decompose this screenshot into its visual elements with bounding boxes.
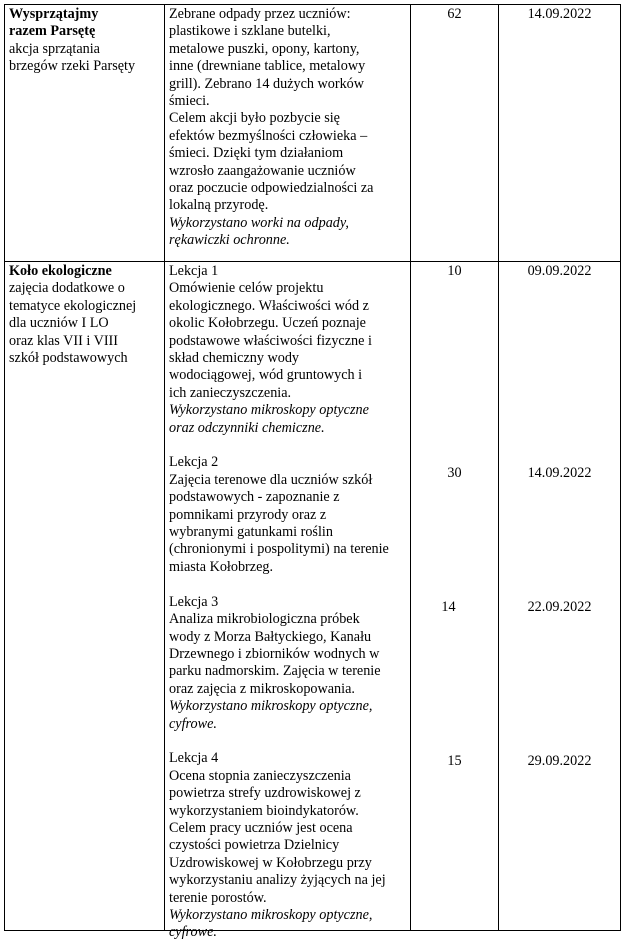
description-line: Celem pracy uczniów jest ocena — [169, 819, 353, 836]
table-row — [5, 262, 621, 931]
activity-name-cell — [5, 5, 165, 262]
lesson-heading: Lekcja 1 — [169, 263, 219, 279]
activity-description-cell — [165, 5, 411, 262]
activity-subtitle-line: dla uczniów I LO — [9, 315, 109, 332]
description-line: ekologicznego. Właściwości wód z — [169, 297, 369, 314]
spacer — [169, 437, 406, 454]
description-line: wzrosło zaangażowanie uczniów — [169, 162, 356, 179]
materials-line: cyfrowe. — [169, 715, 217, 732]
description-line: wykorzystaniem bioindykatorów. — [169, 802, 359, 819]
description-line: skład chemiczny wody — [169, 350, 300, 367]
activity-date: 14.09.2022 — [527, 465, 592, 481]
description-line: podstawowych - zapoznanie z — [169, 489, 340, 506]
materials-line: Wykorzystano mikroskopy optyczne, — [169, 906, 373, 923]
activities-table — [4, 4, 621, 941]
description-line: Celem akcji było pozbycie się — [169, 110, 340, 127]
description-line: śmieci. Dzięki tym działaniom — [169, 145, 344, 162]
description-line: Uzdrowiskowej w Kołobrzegu przy — [169, 854, 372, 871]
activity-subtitle-line: akcja sprzątania — [9, 40, 100, 57]
participants-count: 15 — [447, 753, 462, 769]
description-line: grill). Zebrano 14 dużych worków — [169, 75, 365, 92]
description-line: plastikowe i szklane butelki, — [169, 23, 331, 40]
activity-title-line: Koło ekologiczne — [9, 263, 112, 279]
participants-count: 10 — [447, 263, 462, 279]
activity-date: 29.09.2022 — [527, 753, 592, 769]
spacer — [169, 576, 406, 593]
description-line: efektów bezmyślności człowieka – — [169, 127, 368, 144]
participants-count: 62 — [447, 6, 462, 22]
description-line: powietrza strefy uzdrowiskowej z — [169, 785, 361, 802]
description-line: wodociągowej, wód gruntowych i — [169, 367, 363, 384]
description-line: pomnikami przyrody oraz z — [169, 506, 327, 523]
description-line: Ocena stopnia zanieczyszczenia — [169, 767, 351, 784]
description-line: wody z Morza Bałtyckiego, Kanału — [169, 628, 372, 645]
description-line: oraz zajęcia z mikroskopowania. — [169, 680, 355, 697]
lesson-heading: Lekcja 3 — [169, 593, 219, 610]
description-line: okolic Kołobrzegu. Uczeń poznaje — [169, 315, 366, 332]
description-line: Omówienie celów projektu — [169, 280, 324, 297]
participants-count: 14 — [441, 599, 456, 615]
activity-description-cell — [165, 262, 411, 941]
activity-subtitle-line: oraz klas VII i VIII — [9, 332, 118, 349]
description-line: Drzewnego i zbiorników wodnych w — [169, 645, 380, 662]
description-line: lokalną przyrodę. — [169, 197, 269, 214]
description-line: (chronionymi i pospolitymi) na terenie — [169, 541, 389, 558]
materials-line: rękawiczki ochronne. — [169, 232, 290, 249]
description-line: Analiza mikrobiologiczna próbek — [169, 611, 360, 628]
participants-count-cell — [411, 262, 499, 931]
description-line: ich zanieczyszczenia. — [169, 384, 292, 401]
spacer — [169, 733, 406, 750]
materials-line: Wykorzystano mikroskopy optyczne — [169, 402, 369, 419]
activity-subtitle-line: tematyce ekologicznej — [9, 297, 137, 314]
materials-line: oraz odczynniki chemiczne. — [169, 419, 325, 436]
activity-subtitle-line: szkół podstawowych — [9, 350, 128, 367]
materials-line: cyfrowe. — [169, 924, 217, 941]
description-line: wykorzystaniu analizy żyjących na jej — [169, 872, 386, 889]
participants-count: 30 — [447, 465, 462, 481]
table-row — [5, 5, 621, 262]
description-line: miasta Kołobrzeg. — [169, 558, 274, 575]
activity-date: 22.09.2022 — [527, 599, 592, 615]
description-line: Zebrane odpady przez uczniów: — [169, 6, 351, 22]
activity-title-line: Wysprzątajmy — [9, 6, 99, 22]
description-line: inne (drewniane tablice, metalowy — [169, 58, 366, 75]
description-line: wybranymi gatunkami roślin — [169, 524, 333, 541]
description-line: czystości powietrza Dzielnicy — [169, 837, 340, 854]
description-line: śmieci. — [169, 93, 210, 110]
materials-line: Wykorzystano worki na odpady, — [169, 214, 349, 231]
description-line: terenie porostów. — [169, 889, 267, 906]
activity-subtitle-line: brzegów rzeki Parsęty — [9, 58, 136, 75]
activity-date: 14.09.2022 — [527, 6, 592, 22]
date-cell — [499, 5, 621, 262]
date-cell — [499, 262, 621, 931]
activity-subtitle-line: zajęcia dodatkowe o — [9, 280, 125, 297]
description-line: Zajęcia terenowe dla uczniów szkół — [169, 471, 373, 488]
activity-name-cell — [5, 262, 165, 931]
lesson-heading: Lekcja 2 — [169, 454, 219, 471]
description-line: parku nadmorskim. Zajęcia w terenie — [169, 663, 381, 680]
activity-date: 09.09.2022 — [527, 263, 592, 279]
description-line: metalowe puszki, opony, kartony, — [169, 40, 360, 57]
activity-title-line: razem Parsętę — [9, 23, 96, 40]
description-line: podstawowe właściwości fizyczne i — [169, 332, 372, 349]
materials-line: Wykorzystano mikroskopy optyczne, — [169, 698, 373, 715]
lesson-heading: Lekcja 4 — [169, 750, 219, 767]
description-line: oraz poczucie odpowiedzialności za — [169, 180, 374, 197]
participants-count-cell — [411, 5, 499, 262]
